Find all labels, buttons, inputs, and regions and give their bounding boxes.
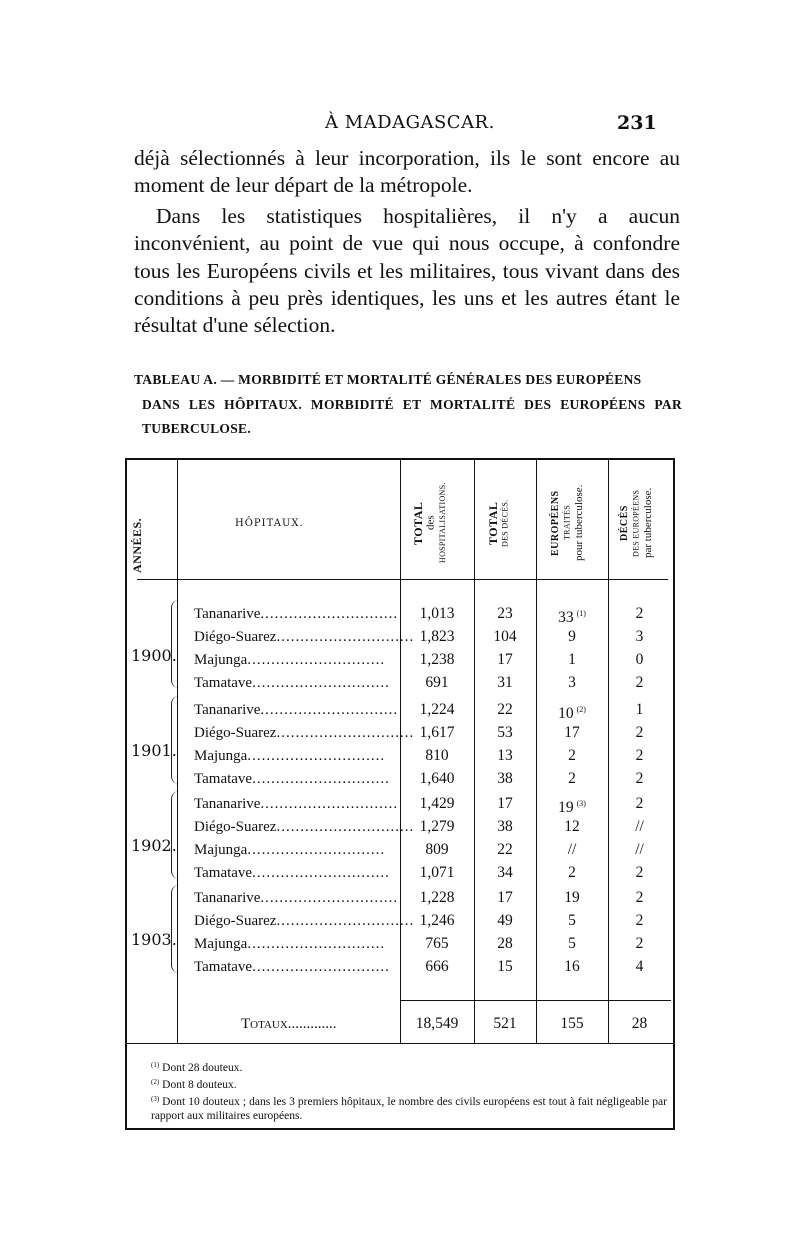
cell-total: 1,238 <box>419 651 455 668</box>
cell-deces-tub: 1 <box>635 701 644 718</box>
hospital-name: Tamatave............................. <box>194 675 390 691</box>
cell-europeens: 12 <box>564 818 580 835</box>
totals-label: Totaux............. <box>241 1016 337 1032</box>
cell-deces-tub: 2 <box>635 912 644 929</box>
footnote-ref: (3) <box>576 799 586 808</box>
running-title: À MADAGASCAR. <box>325 112 495 133</box>
cell-europeens: 33 $^{(1)}$ <box>558 609 586 626</box>
cell-total: 666 <box>425 958 449 975</box>
cell-deces-tub: 2 <box>635 935 644 952</box>
cell-europeens: 19 <box>564 889 580 906</box>
cell-deces: 15 <box>497 958 513 975</box>
cell-total: 1,246 <box>419 912 455 929</box>
cell-deces: 17 <box>497 889 513 906</box>
hospital-name: Diégo-Suarez............................. <box>194 913 415 929</box>
cell-total: 810 <box>425 747 449 764</box>
table-caption <box>134 368 682 442</box>
totals-rule <box>400 1000 671 1001</box>
hospital-name: Majunga............................. <box>194 748 386 764</box>
cell-deces: 31 <box>497 674 513 691</box>
cell-deces-tub: // <box>635 841 644 858</box>
cell-deces-tub: 2 <box>635 795 644 812</box>
cell-deces-tub: 0 <box>635 651 644 668</box>
cell-deces-tub: 2 <box>635 724 644 741</box>
cell-deces-tub: // <box>635 818 644 835</box>
footnote-1: $^{(1)}$ Dont 28 douteux. <box>151 1061 243 1074</box>
total-europeens: 155 <box>560 1015 584 1032</box>
cell-total: 1,224 <box>419 701 455 718</box>
cell-europeens: 9 <box>568 628 576 645</box>
cell-total: 1,823 <box>419 628 455 645</box>
hospital-name: Tamatave............................. <box>194 959 390 975</box>
caption-lead: TABLEAU A. — MORBIDITÉ ET MORTALITÉ GÉNÉRALES DES EUROPÉENS <box>134 372 642 387</box>
footnote-3: $^{(3)}$ Dont 10 douteux ; dans les 3 premiers hôpitaux, le nombre des civils européens est tout à fait négligeable par rapport aux militaires européens. <box>151 1095 667 1122</box>
year-label: 1902. <box>131 836 177 855</box>
cell-deces-tub: 3 <box>635 628 644 645</box>
year-label: 1903. <box>131 930 177 949</box>
cell-total: 1,071 <box>419 864 455 881</box>
cell-deces-tub: 2 <box>635 605 644 622</box>
hospital-name: Tamatave............................. <box>194 865 390 881</box>
hospital-name: Diégo-Suarez............................. <box>194 725 415 741</box>
cell-europeens: 10 $^{(2)}$ <box>558 705 586 722</box>
cell-total: 1,640 <box>419 770 455 787</box>
cell-europeens: 3 <box>568 674 576 691</box>
cell-total: 1,228 <box>419 889 455 906</box>
cell-deces-tub: 2 <box>635 770 644 787</box>
hospital-name: Majunga............................. <box>194 842 386 858</box>
cell-europeens: 1 <box>568 651 576 668</box>
footnote-rule <box>127 1043 673 1044</box>
cell-deces-tub: 2 <box>635 889 644 906</box>
caption-rest: DANS LES HÔPITAUX. MORBIDITÉ ET MORTALITÉ DES EUROPÉENS PAR TUBERCULOSE. <box>142 396 682 436</box>
year-label: 1901. <box>131 741 177 760</box>
cell-total: 1,013 <box>419 605 455 622</box>
cell-total: 1,429 <box>419 795 455 812</box>
header-total-hospitalisations: TOTAL des HOSPITALISATIONS. <box>411 482 447 564</box>
header-total-deces: TOTAL DES DÉCÈS. <box>486 499 510 547</box>
cell-deces: 49 <box>497 912 513 929</box>
year-brace <box>171 600 180 688</box>
cell-europeens: 5 <box>568 912 576 929</box>
hospital-name: Diégo-Suarez............................. <box>194 819 415 835</box>
page-number: 231 <box>617 112 657 134</box>
cell-deces-tub: 2 <box>635 747 644 764</box>
header-annees: ANNÉES. <box>130 517 144 573</box>
cell-deces: 22 <box>497 701 513 718</box>
year-brace <box>171 885 180 973</box>
cell-deces: 38 <box>497 770 513 787</box>
cell-total: 1,617 <box>419 724 455 741</box>
header-europeens-traites: EUROPÉENS TRAITÉS pour tuberculose. <box>550 484 585 562</box>
cell-deces: 17 <box>497 795 513 812</box>
cell-deces: 17 <box>497 651 513 668</box>
cell-total: 1,279 <box>419 818 455 835</box>
cell-europeens: // <box>567 841 577 858</box>
cell-deces: 34 <box>497 864 513 881</box>
header-rule <box>137 579 668 580</box>
footnote-ref: (1) <box>576 609 586 618</box>
hospital-name: Tamatave............................. <box>194 771 390 787</box>
cell-deces: 28 <box>497 935 513 952</box>
cell-deces: 13 <box>497 747 513 764</box>
cell-deces: 104 <box>493 628 517 645</box>
hospital-name: Majunga............................. <box>194 652 386 668</box>
total-deces-tub: 28 <box>631 1015 648 1032</box>
footnotes <box>135 1058 667 1123</box>
cell-deces: 53 <box>497 724 513 741</box>
hospital-name: Diégo-Suarez............................. <box>194 629 415 645</box>
cell-deces-tub: 2 <box>635 674 644 691</box>
year-brace <box>171 791 180 879</box>
year-label: 1900. <box>131 646 177 665</box>
paragraph-2: Dans les statistiques hospitalières, il n'y a aucun inconvénient, au point de vue qui nous occupe, à confondre tous les Européens civils et les militaires, tous vivant dans des conditions à peu près identiques, les uns et les autres étant le résultat d'une sélection. <box>134 204 680 338</box>
running-head <box>0 112 800 142</box>
header-deces-tuberculose: DÉCÈS DES EUROPÉENS par tuberculose. <box>619 487 654 559</box>
hospital-name: Tananarive............................. <box>194 796 399 812</box>
cell-total: 809 <box>425 841 449 858</box>
hospital-name: Tananarive............................. <box>194 702 399 718</box>
cell-europeens: 2 <box>568 747 576 764</box>
cell-total: 765 <box>425 935 449 952</box>
cell-europeens: 19 $^{(3)}$ <box>558 799 586 816</box>
cell-deces-tub: 2 <box>635 864 644 881</box>
footnote-ref: (2) <box>576 705 586 714</box>
total-hospitalisations: 18,549 <box>415 1015 459 1032</box>
cell-europeens: 17 <box>564 724 580 741</box>
cell-deces: 38 <box>497 818 513 835</box>
cell-europeens: 5 <box>568 935 576 952</box>
cell-europeens: 16 <box>564 958 580 975</box>
hospital-name: Majunga............................. <box>194 936 386 952</box>
paragraph-1: déjà sélectionnés à leur incorporation, ils le sont encore au moment de leur départ de la métropole. <box>134 146 680 198</box>
cell-total: 691 <box>425 674 449 691</box>
cell-deces-tub: 4 <box>635 958 644 975</box>
total-deces: 521 <box>493 1015 517 1032</box>
cell-europeens: 2 <box>568 770 576 787</box>
cell-europeens: 2 <box>568 864 576 881</box>
footnote-2: $^{(2)}$ Dont 8 douteux. <box>151 1078 237 1091</box>
statistics-table <box>125 458 675 1130</box>
header-hopitaux: HÔPITAUX. <box>235 518 304 529</box>
hospital-name: Tananarive............................. <box>194 606 399 622</box>
cell-deces: 22 <box>497 841 513 858</box>
hospital-name: Tananarive............................. <box>194 890 399 906</box>
cell-deces: 23 <box>497 605 513 622</box>
year-brace <box>171 696 180 784</box>
